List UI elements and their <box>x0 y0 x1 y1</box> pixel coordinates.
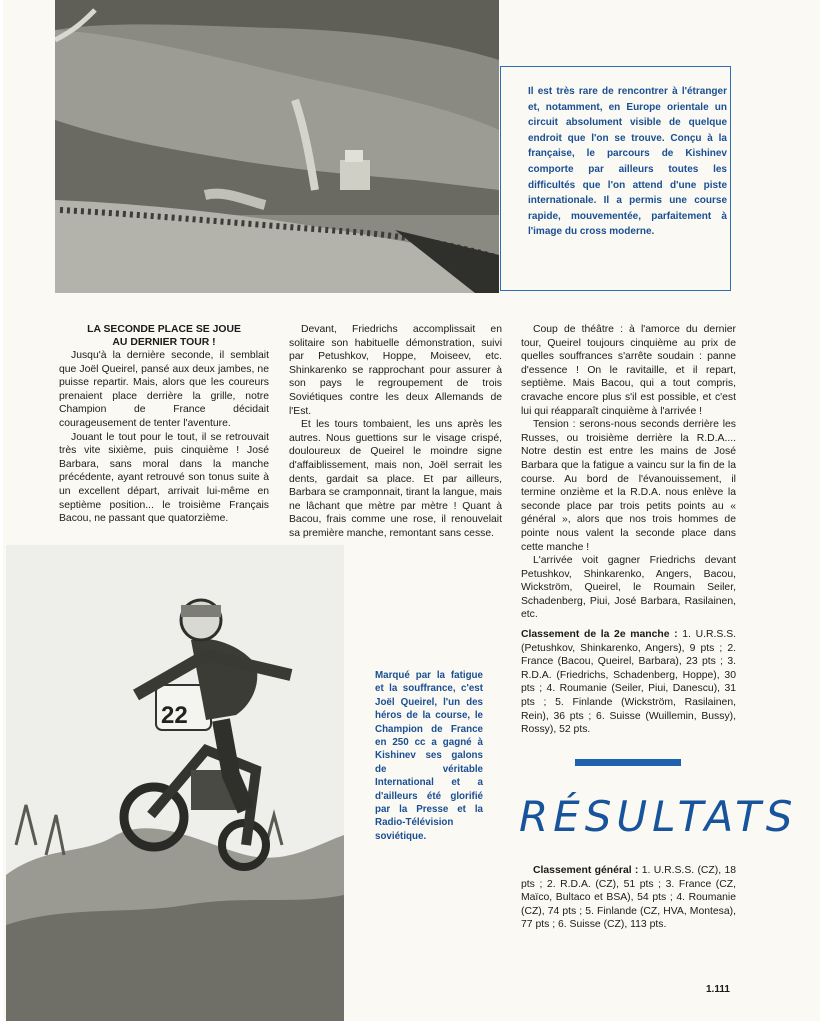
results-heading: RÉSULTATS <box>519 792 798 841</box>
race-landscape-illustration <box>55 0 499 293</box>
article-paragraph: L'arrivée voit gagner Friedrichs devant Petushkov, Shinkarenko, Angers, Bacou, Wickström, Queirel, le Roumain Seiler, Schadenberg, Piui, José Barbara, Rasilainen, etc. <box>521 555 736 621</box>
article-paragraph: Jusqu'à la dernière seconde, il semblait que Joël Queirel, pansé aux deux jambes, ne puisse repartir. Mais, alors que les coureurs prenaient place derrière la grille, notre Champion de France décidait courageusement de tenter l'aventure. <box>59 350 269 429</box>
section-title-line-1: LA SECONDE PLACE SE JOUE <box>87 324 241 335</box>
intro-caption-text: Il est très rare de rencontrer à l'étranger et, notamment, en Europe orientale un circuit absolument visible de quelque endroit que l'on se trouve. Conçu à la française, le parcours de Kishinev comporte par ailleurs toutes les difficultés que l'on attend d'une piste internationale. Il a permis une course rapide, mouvementée, parfaitement à l'image du cross moderne. <box>528 86 727 238</box>
section-title <box>59 323 269 349</box>
section-title-line-2: AU DERNIER TOUR ! <box>112 337 216 348</box>
article-column-3 <box>521 323 736 737</box>
blue-divider-bar <box>575 759 681 766</box>
article-paragraph: Tension : serons-nous seconds derrière les Russes, ou troisième derrière la R.D.A.... Notre destin est entre les mains de José Barbara que la fatigue a vaincu sur la fin de la course. Au bord de l'évanouissement, il termine onzième et la R.D.A. nous enlève la seconde place par trois petits points au « général », alors que nos trois hommes de pointe nous valent la seconde place dans cette manche ! <box>521 419 736 553</box>
photo-caption: Marqué par la fatigue et la souffrance, c'est Joël Queirel, l'un des héros de la course, le Champion de France en 250 cc a gagné à Kishinev ses galons de véritable International et a d'ailleurs été glorifié par la Presse et la Radio-Télévision soviétique. <box>375 670 483 842</box>
article-column-1 <box>59 323 269 526</box>
article-paragraph: Et les tours tombaient, les uns après les autres. Nous guettions sur le visage crispé, douloureux de Queirel le moindre signe d'affaiblissement, mais non, Joël serrait les dents, gardait sa place. Et par ailleurs, Barbara se cramponnait, tirant la langue, mais ne lâchant que mètre par mètre ! Quant à Bacou, frais comme une rose, il renouvelait sa première manche, remontant sans cesse. <box>289 419 502 539</box>
second-heat-ranking-text: 1. U.R.S.S. (Petushkov, Shinkarenko, Angers), 9 pts ; 2. France (Bacou, Queirel, Barbara), 23 pts ; 3. R.D.A. (Friedrichs, Schadenberg, Hoppe), 30 pts ; 4. Roumanie (Seiler, Piui, Danescu), 31 pts ; 5. Finlande (Wickström, Rasilainen, Rein), 36 pts ; 6. Suisse (Wuillemin, Bussy), Rossy), 52 pts. <box>521 629 737 736</box>
overall-results-text <box>521 864 736 932</box>
article-paragraph: Devant, Friedrichs accomplissait en solitaire son habituelle démonstration, suivi par Petushkov, Hoppe, Moiseev, etc. Shinkarenko se rapprochant pour assurer à son pays le regroupement de trois Soviétiques contre les deux Allemands de l'Est. <box>289 324 502 417</box>
motocross-start-photo <box>55 0 499 293</box>
magazine-page <box>3 0 820 1021</box>
article-column-2 <box>289 323 502 541</box>
page-number: 1.111 <box>706 984 730 995</box>
second-heat-ranking <box>521 628 736 737</box>
rider-number: 22 <box>161 702 188 729</box>
article-paragraph: Coup de théâtre : à l'amorce du dernier tour, Queirel toujours cinquième au prix de quelles souffrances s'arrête soudain : panne d'essence ! On le ravitaille, et il repart, septième. Mais Bacou, qui a tout compris, cravache encore plus s'il est possible, et c'est lui qui réapparaît cinquième à l'arrivée ! <box>521 324 736 417</box>
article-paragraph: Jouant le tout pour le tout, il se retrouvait très vite sixième, puis cinquième ! José Barbara, sans moral dans la manche précédente, ayant retrouvé son tonus suite à un excellent départ, arrivait lui-même en septième position... le troisième Français Bacou, ne passant que quatorzième. <box>59 431 269 525</box>
overall-results-values: 1. U.R.S.S. (CZ), 18 pts ; 2. R.D.A. (CZ), 51 pts ; 3. France (CZ, Maïco, Bultaco et BSA), 54 pts ; 4. Roumanie (CZ), 74 pts ; 5. Finlande (CZ, HVA, Montesa), 77 pts ; 6. Suisse (CZ), 113 pts. <box>521 865 736 931</box>
overall-results-label: Classement général : <box>533 865 639 876</box>
second-heat-ranking-label: Classement de la 2e manche : <box>521 629 678 641</box>
rider-jump-photo <box>6 545 344 1021</box>
intro-caption-box <box>500 66 731 291</box>
overall-results <box>521 864 736 932</box>
motocross-rider-illustration <box>6 545 344 1021</box>
